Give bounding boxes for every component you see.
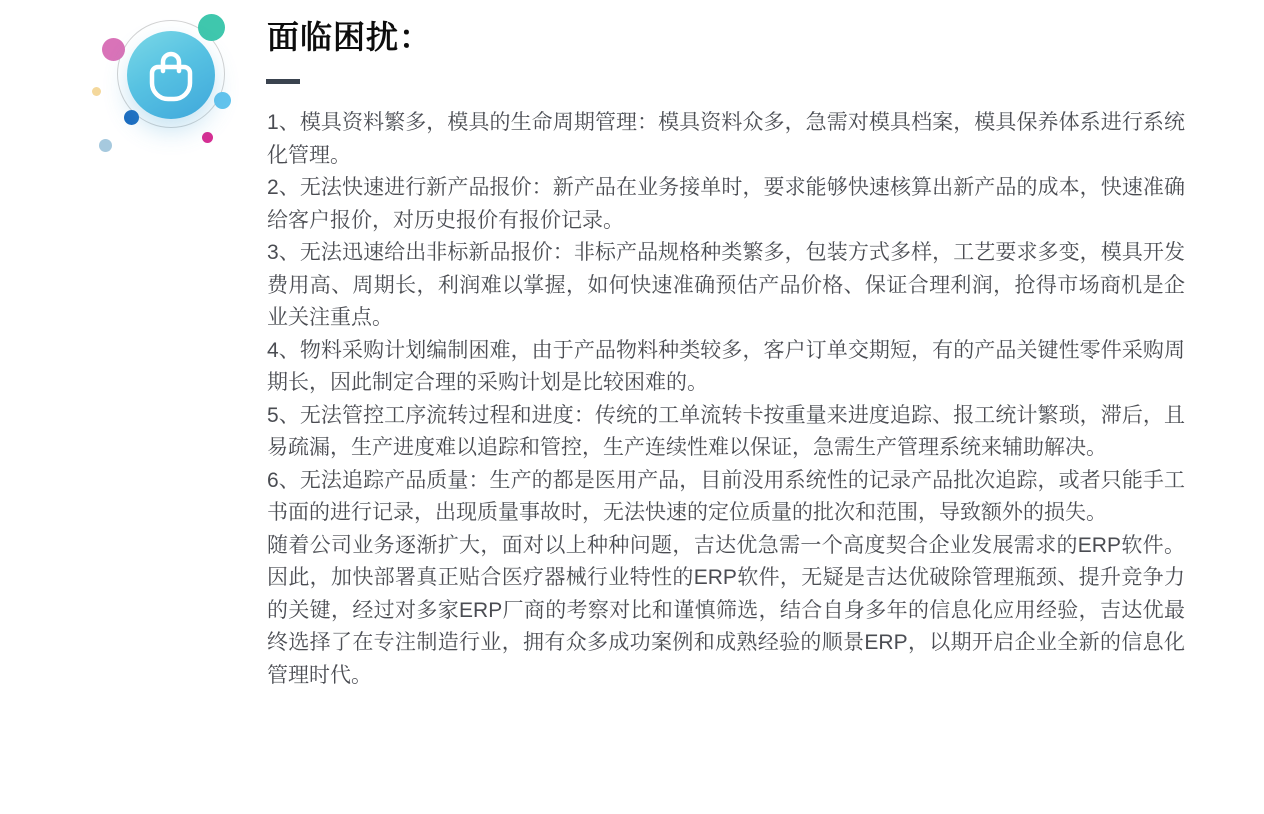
lock-icon <box>146 47 196 103</box>
decor-dot-teal <box>198 14 225 41</box>
issue-item-5: 5、无法管控工序流转过程和进度：传统的工单流转卡按重量来进度追踪、报工统计繁琐，滞后，且易疏漏，生产进度难以追踪和管控，生产连续性难以保证，急需生产管理系统来辅助解决。 <box>267 403 1185 459</box>
issue-item-4: 4、物料采购计划编制困难，由于产品物料种类较多，客户订单交期短，有的产品关键性零件采购周期长，因此制定合理的采购计划是比较困难的。 <box>267 338 1185 394</box>
issue-item-1: 1、模具资料繁多，模具的生命周期管理：模具资料众多，急需对模具档案，模具保养体系进行系统化管理。 <box>267 111 1185 167</box>
issue-item-2: 2、无法快速进行新产品报价：新产品在业务接单时，要求能够快速核算出新产品的成本，快速准确给客户报价，对历史报价有报价记录。 <box>267 176 1185 232</box>
issue-item-6: 6、无法追踪产品质量：生产的都是医用产品，目前没用系统性的记录产品批次追踪，或者只能手工书面的进行记录，出现质量事故时，无法快速的定位质量的批次和范围，导致额外的损失。 <box>267 468 1185 524</box>
decor-dot-dark-blue <box>124 110 139 125</box>
lock-badge <box>85 0 245 170</box>
issue-list <box>267 107 1185 692</box>
content-column <box>267 18 1185 692</box>
section-title: 面临困扰： <box>267 19 433 55</box>
lock-badge-circle <box>127 31 215 119</box>
decor-dot-light-blue <box>214 92 231 109</box>
issue-item-3: 3、无法迅速给出非标新品报价：非标产品规格种类繁多，包装方式多样，工艺要求多变，模具开发费用高、周期长，利润难以掌握，如何快速准确预估产品价格、保证合理利润，抢得市场商机是企业关注重点。 <box>267 241 1185 329</box>
decor-dot-pale-blue <box>99 139 112 152</box>
decor-dot-pink <box>102 38 125 61</box>
decor-dot-magenta <box>202 132 213 143</box>
decor-dot-yellow <box>92 87 101 96</box>
closing-paragraph: 随着公司业务逐渐扩大，面对以上种种问题，吉达优急需一个高度契合企业发展需求的ERP软件。因此，加快部署真正贴合医疗器械行业特性的ERP软件，无疑是吉达优破除管理瓶颈、提升竞争力的关键，经过对多家ERP厂商的考察对比和谨慎筛选，结合自身多年的信息化应用经验，吉达优最终选择了在专注制造行业，拥有众多成功案例和成熟经验的顺景ERP，以期开启企业全新的信息化管理时代。 <box>267 533 1185 687</box>
title-underline <box>266 79 300 84</box>
